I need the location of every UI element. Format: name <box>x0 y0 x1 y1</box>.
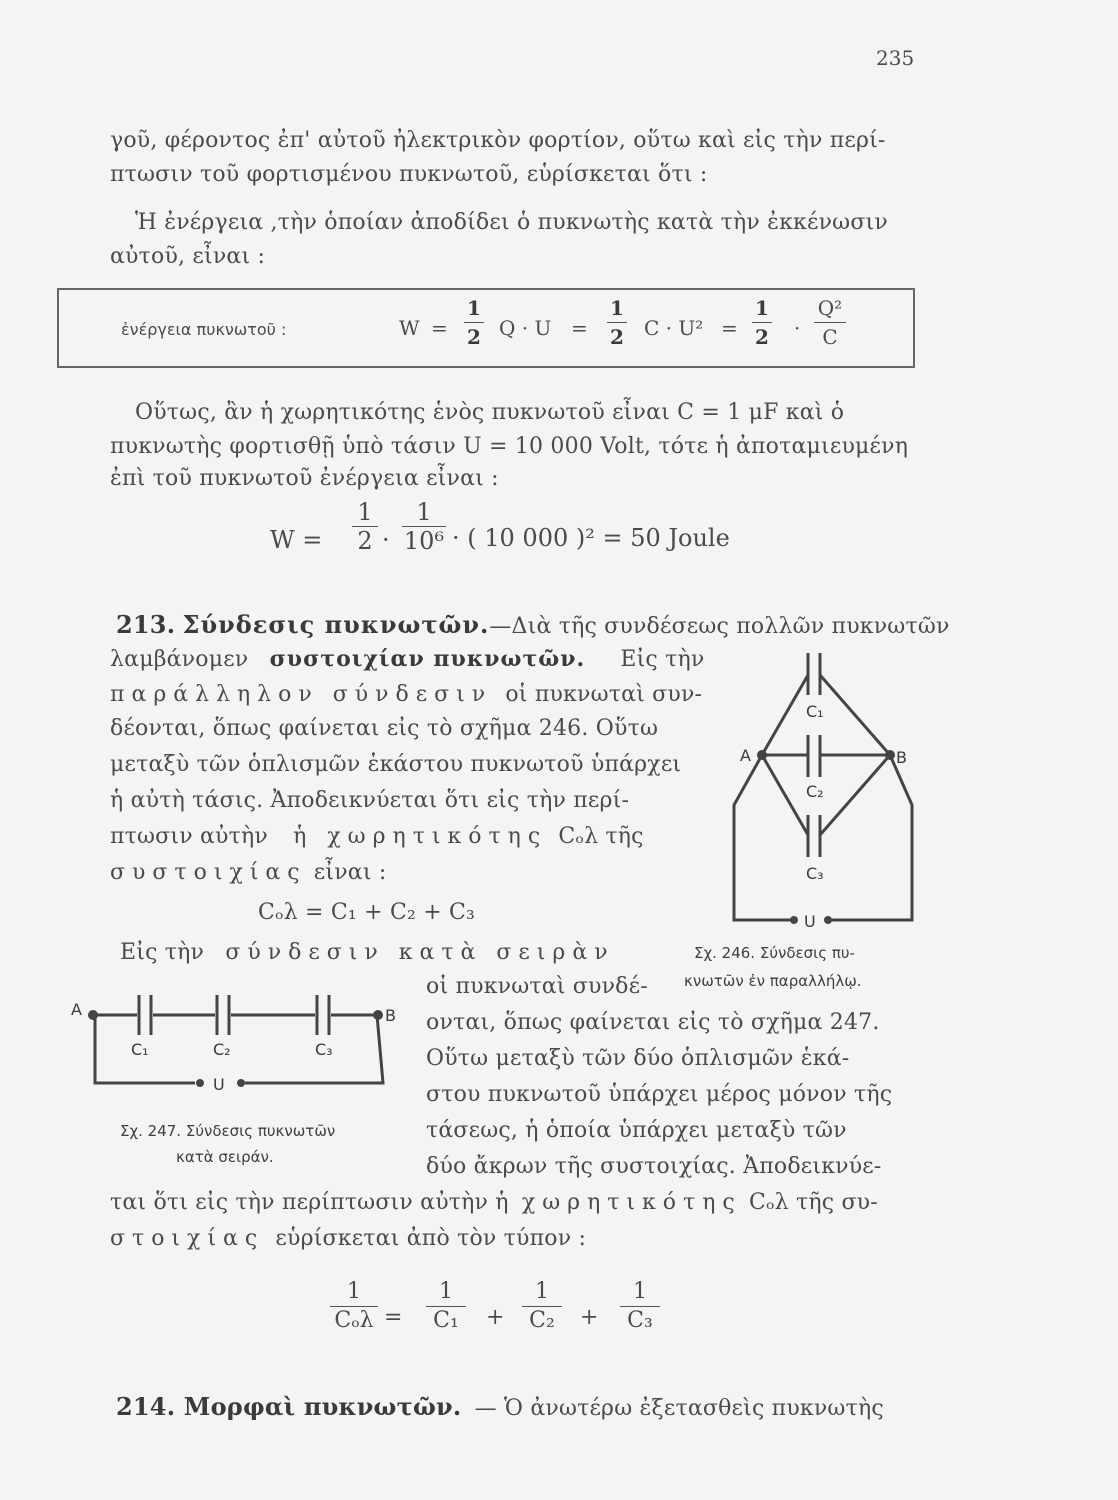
energy-term-QU: Q · U <box>499 316 552 340</box>
page-number: 235 <box>876 46 915 70</box>
fraction-half-1: 1 2 <box>464 296 484 349</box>
energy-eq-1: = <box>431 316 448 340</box>
s213-line-13: τάσεως, ἡ ὁποία ὑπάρχει μεταξὺ τῶν <box>426 1118 847 1143</box>
fig246-label-A: A <box>740 746 751 765</box>
intro-line-4: αὐτοῦ, εἶναι : <box>110 244 266 269</box>
s213-line-2: παράλληλον σύνδεσιν οἱ πυκνωταὶ συν- <box>110 682 703 707</box>
s213-line-1: λαμβάνομεν συστοιχίαν πυκνωτῶν. Εἰς τὴν <box>110 646 705 672</box>
fraction-Q2-over-C: Q² C <box>814 296 846 349</box>
fig246-label-U: U <box>804 912 816 931</box>
fig247-label-C2: C₂ <box>213 1040 231 1059</box>
s213-line-5: ἡ αὐτὴ τάσις. Ἀποδεικνύεται ὅτι εἰς τὴν περί- <box>110 788 630 813</box>
energy-eq-2: = <box>571 316 588 340</box>
fig247-label-C3: C₃ <box>315 1040 333 1059</box>
figure-246-parallel-diagram <box>712 645 927 935</box>
energy-term-CU2: C · U² <box>644 316 704 340</box>
fraction-half-3: 1 2 <box>752 296 772 349</box>
section-214-heading <box>116 1392 884 1421</box>
series-fraction-total: 1 Cₒλ <box>330 1280 378 1333</box>
series-plus-2: + <box>580 1305 599 1330</box>
series-fraction-c1: 1 C₁ <box>426 1280 466 1333</box>
fig247-label-C1: C₁ <box>131 1040 149 1059</box>
s213-line-12: στου πυκνωτοῦ ὑπάρχει μέρος μόνον τῆς <box>426 1082 893 1107</box>
fig247-caption-1: Σχ. 247. Σύνδεσις πυκνωτῶν <box>120 1122 336 1140</box>
energy-formula-box <box>57 288 915 368</box>
parallel-formula: Cₒλ = C₁ + C₂ + C₃ <box>258 900 476 925</box>
intro-line-1: γοῦ, φέροντος ἐπ' αὐτοῦ ἠλεκτρικὸν φορτίον, οὕτω καὶ εἰς τὴν περί- <box>110 128 886 153</box>
s213-line-4: μεταξὺ τῶν ὁπλισμῶν ἑκάστου πυκνωτοῦ ὑπάρχει <box>110 752 682 777</box>
fig246-caption-1: Σχ. 246. Σύνδεσις πυ- <box>694 944 855 962</box>
energy-W: W <box>399 316 420 340</box>
section-213-title: Σύνδεσις πυκνωτῶν. <box>182 610 490 639</box>
intro-line-2: πτωσιν τοῦ φορτισμένου πυκνωτοῦ, εὑρίσκεται ὅτι : <box>110 162 708 187</box>
section-213-heading <box>116 610 950 639</box>
fraction-half-2: 1 2 <box>607 296 627 349</box>
example-formula-W: W = <box>270 526 323 554</box>
fig247-label-B: B <box>385 1006 396 1025</box>
s213-line-16: στοιχίας εὑρίσκεται ἀπὸ τὸν τύπον : <box>110 1226 587 1251</box>
fig246-label-B: B <box>896 748 907 767</box>
fig247-caption-2: κατὰ σειράν. <box>176 1148 274 1166</box>
fig246-caption-2: κνωτῶν ἐν παραλλήλῳ. <box>684 972 862 990</box>
example-formula-rest: · ( 10 000 )² = 50 Joule <box>452 524 730 552</box>
series-eq: = <box>384 1305 403 1330</box>
s213-line-9: οἱ πυκνωταὶ συνδέ- <box>426 974 648 999</box>
intro-line-3: Ἡ ἐνέργεια ,τὴν ὁποίαν ἀποδίδει ὁ πυκνωτὴς κατὰ τὴν ἐκκένωσιν <box>135 210 888 235</box>
series-plus-1: + <box>486 1305 505 1330</box>
fig246-label-C1: C₁ <box>806 702 824 721</box>
energy-eq-3: = <box>721 316 738 340</box>
energy-dot: · <box>794 316 801 340</box>
example-fraction-half: 1 2 <box>352 500 378 553</box>
s213-line-3: δέονται, ὅπως φαίνεται εἰς τὸ σχῆμα 246. Οὕτω <box>110 716 659 741</box>
figure-247-series-diagram <box>65 985 400 1100</box>
s213-line-15: ται ὅτι εἰς τὴν περίπτωσιν αὐτὴν ἡ χωρητικότης Cₒλ τῆς συ- <box>110 1190 878 1215</box>
s213-line-7: συστοιχίας εἶναι : <box>110 860 387 885</box>
fig246-label-C2: C₂ <box>806 782 824 801</box>
series-fraction-c3: 1 C₃ <box>620 1280 660 1333</box>
example-line-3: ἐπὶ τοῦ πυκνωτοῦ ἐνέργεια εἶναι : <box>110 466 499 491</box>
section-213-title-rest: —Διὰ τῆς συνδέσεως πολλῶν πυκνωτῶν <box>489 614 950 639</box>
example-fraction-ten6: 1 10⁶ <box>403 498 445 555</box>
section-213-number: 213. <box>116 610 176 639</box>
section-214-title: 214. Μορφαὶ πυκνωτῶν. <box>116 1392 462 1421</box>
example-dot: · <box>382 526 390 554</box>
energy-label: ἐνέργεια πυκνωτοῦ : <box>121 320 287 339</box>
s213-line-10: ονται, ὅπως φαίνεται εἰς τὸ σχῆμα 247. <box>426 1010 880 1035</box>
series-fraction-c2: 1 C₂ <box>522 1280 562 1333</box>
fig246-label-C3: C₃ <box>806 864 824 883</box>
example-line-1: Οὕτως, ἂν ἡ χωρητικότης ἑνὸς πυκνωτοῦ εἶναι C = 1 μF καὶ ὁ <box>135 400 845 425</box>
s213-line-11: Οὕτω μεταξὺ τῶν δύο ὁπλισμῶν ἑκά- <box>426 1046 850 1071</box>
s213-line-14: δύο ἄκρων τῆς συστοιχίας. Ἀποδεικνύε- <box>426 1154 882 1179</box>
section-214-rest: — Ὁ ἀνωτέρω ἐξετασθεὶς πυκνωτὴς <box>474 1396 884 1421</box>
s213-line-6: πτωσιν αὐτὴν ἡ χωρητικότης Cₒλ τῆς <box>110 824 644 849</box>
example-line-2: πυκνωτὴς φορτισθῇ ὑπὸ τάσιν U = 10 000 Volt, τότε ἡ ἀποταμιευμένη <box>110 434 909 459</box>
s213-line-8: Εἰς τὴν σύνδεσιν κατὰ σειρὰν <box>120 940 615 965</box>
fig247-label-A: A <box>71 1000 82 1019</box>
fig247-label-U: U <box>213 1075 225 1094</box>
